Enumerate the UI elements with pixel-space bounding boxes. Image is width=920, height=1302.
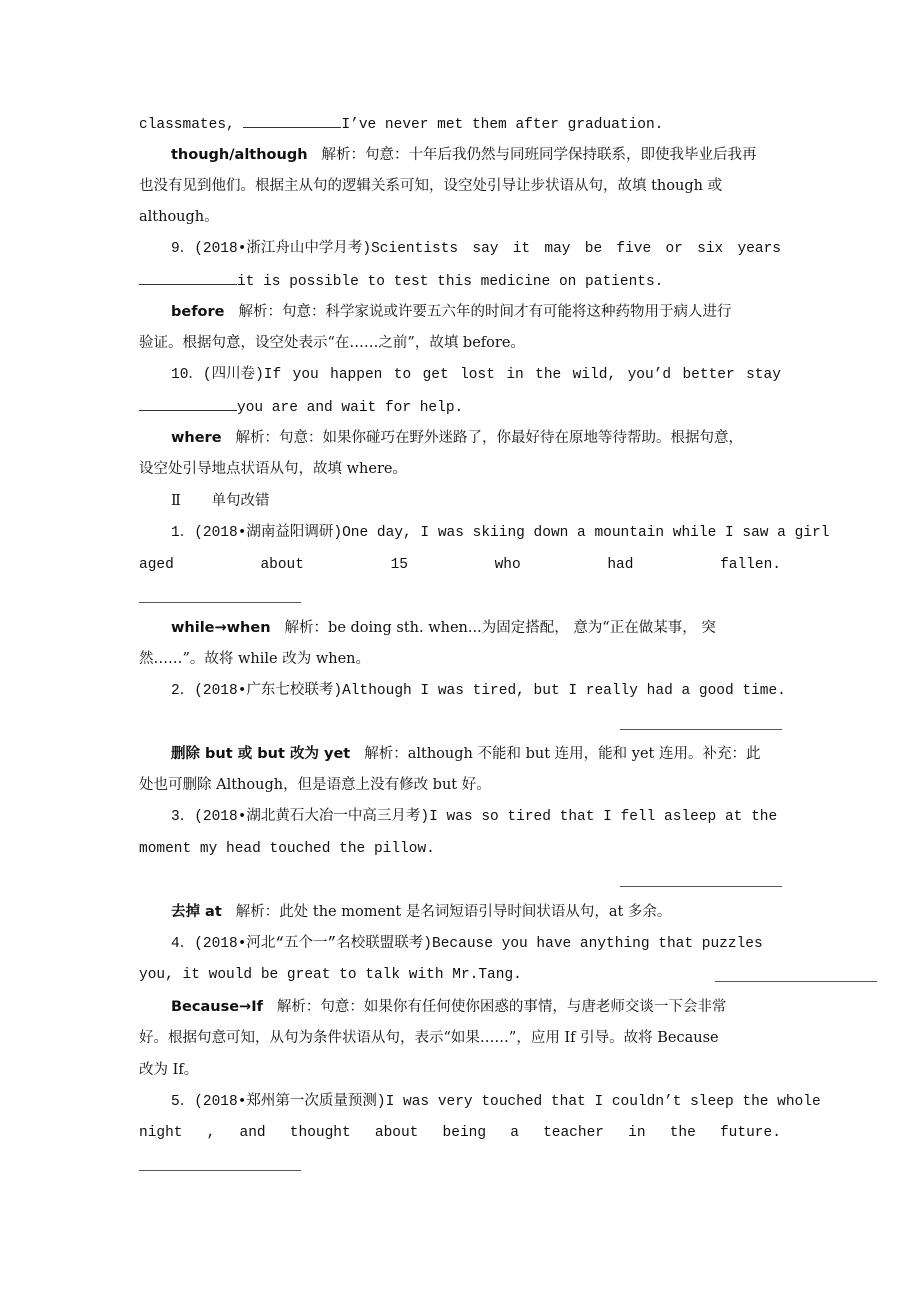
e1-word: fallen. [720,557,781,573]
q10-number: 10．(四川卷)If [171,367,282,383]
q10-word: you’d [627,367,672,383]
q10-word: the [535,367,562,383]
q9-word: years [737,241,781,257]
e4-question-line1: 4．(2018•河北“五个一”名校联盟联考)Because you have anything that puzzles [171,936,763,952]
q9-word: five [616,241,652,257]
e3-explanation-line1 [171,902,671,922]
section-numeral: Ⅱ [171,493,181,509]
q8-answer: though/although [171,147,308,163]
e1-question-line2 [139,555,781,575]
q8-blank[interactable] [243,113,341,128]
q10-word: in [506,367,524,383]
q10-word: get [422,367,449,383]
e2-question-line1: 2．(2018•广东七校联考)Although I was tired, but I really had a good time. [171,683,786,699]
q9-text: it is possible to test this medicine on patients. [237,274,664,290]
q8-text-before: classmates, [139,117,235,133]
e4-expl-1: 解析：句意：如果你有任何使你困惑的事情，与唐老师交谈一下会非常 [276,999,727,1015]
q10-text: you are and wait for help. [237,400,464,416]
q9-explanation-line1 [171,302,731,322]
q8-text-after: I’ve never met them after graduation. [341,117,664,133]
q10-question-line2 [139,396,463,418]
e5-word: the [669,1125,696,1141]
e5-question-line2 [139,1123,781,1143]
e5-word: , [206,1125,216,1141]
e5-word: future. [719,1125,781,1141]
q9-explanation-line2: 验证。根据句意，设空处表示“在……之前”，故填 before。 [139,335,525,351]
e1-word: aged [139,557,174,573]
q10-word: wild, [572,367,617,383]
e1-word: who [494,557,521,573]
e4-explanation-line3: 改为 If。 [139,1062,199,1078]
q10-explanation-line1 [171,428,743,448]
e3-expl-1: 解析：此处 the moment 是名词短语引导时间状语从句，at 多余。 [235,904,672,920]
q8-continuation [139,113,663,135]
q9-word: or [665,241,683,257]
q9-word: may [544,241,571,257]
q9-question-line2 [139,270,663,292]
e2-expl-1: 解析：although 不能和 but 连用，能和 yet 连用。补充：此 [364,746,761,762]
e5-question-line1: 5．(2018•郑州第一次质量预测)I was very touched that I couldn’t sleep the whole [171,1094,821,1110]
q10-word: to [393,367,412,383]
e3-answer-line[interactable] [620,886,782,887]
q10-blank[interactable] [139,396,237,411]
q8-explanation-line3: although。 [139,209,219,225]
e1-word: 15 [390,557,408,573]
q9-question-line1 [171,239,781,259]
e5-word: about [374,1125,419,1141]
q10-word: happen [330,367,383,383]
e4-answer-line[interactable] [715,981,877,982]
e4-answer: Because→If [171,999,263,1015]
e2-answer-line[interactable] [620,729,782,730]
q9-word: say [472,241,499,257]
e1-explanation-line2: 然……”。故将 while 改为 when。 [139,651,371,667]
e5-word: in [628,1125,646,1141]
e3-answer: 去掉 at [171,904,222,920]
e1-word: about [260,557,304,573]
e1-question-line1: 1．(2018•湖南益阳调研)One day, I was skiing down a mountain while I saw a girl [171,525,830,541]
e5-word: night [139,1125,183,1141]
e2-explanation-line2: 处也可删除 Although，但是语意上没有修改 but 好。 [139,777,491,793]
q9-word: be [584,241,603,257]
q9-blank[interactable] [139,270,237,285]
q10-word: lost [460,367,495,383]
q9-number: 9．(2018•浙江舟山中学月考)Scientists [171,241,459,257]
q10-word: you [292,367,319,383]
e3-question-line1: 3．(2018•湖北黄石大冶一中高三月考)I was so tired that I fell asleep at the [171,809,778,825]
e5-answer-line[interactable] [139,1170,301,1171]
e2-answer: 删除 but 或 but 改为 yet [171,746,351,762]
q10-word: stay [746,367,781,383]
q8-expl-1: 解析：句意：十年后我仍然与同班同学保持联系，即使我毕业后我再 [321,147,757,163]
e5-word: and [239,1125,266,1141]
q8-explanation-line1 [171,145,757,165]
e4-question-line2: you, it would be great to talk with Mr.Tang. [139,967,522,983]
q10-answer: where [171,430,222,446]
e3-question-line2: moment my head touched the pillow. [139,841,435,857]
e4-explanation-line1 [171,997,726,1017]
q10-explanation-line2: 设空处引导地点状语从句，故填 where。 [139,461,407,477]
e5-word: a [510,1125,519,1141]
e1-explanation-line1 [171,618,716,638]
e4-explanation-line2: 好。根据句意可知，从句为条件状语从句，表示“如果……”，应用 If 引导。故将 Because [139,1030,719,1046]
section-heading [171,491,269,511]
q9-answer: before [171,304,225,320]
q10-word: better [682,367,735,383]
q10-expl-1: 解析：句意：如果你碰巧在野外迷路了，你最好待在原地等待帮助。根据句意， [235,430,744,446]
q8-explanation-line2: 也没有见到他们。根据主从句的逻辑关系可知，设空处引导让步状语从句，故填 though 或 [139,178,723,194]
e1-answer-line[interactable] [139,602,301,603]
section-title: 单句改错 [211,493,270,509]
e5-word: being [442,1125,487,1141]
q10-question-line1 [171,365,781,385]
e5-word: thought [289,1125,351,1141]
q9-word: it [512,241,531,257]
e2-explanation-line1 [171,744,760,764]
e5-word: teacher [543,1125,604,1141]
e1-answer: while→when [171,620,271,636]
e1-expl-1: 解析：be doing sth. when...为固定搭配， 意为“正在做某事， 突 [284,620,716,636]
e1-word: had [607,557,634,573]
q9-word: six [697,241,724,257]
q9-expl-1: 解析：句意：科学家说或许要五六年的时间才有可能将这种药物用于病人进行 [238,304,732,320]
